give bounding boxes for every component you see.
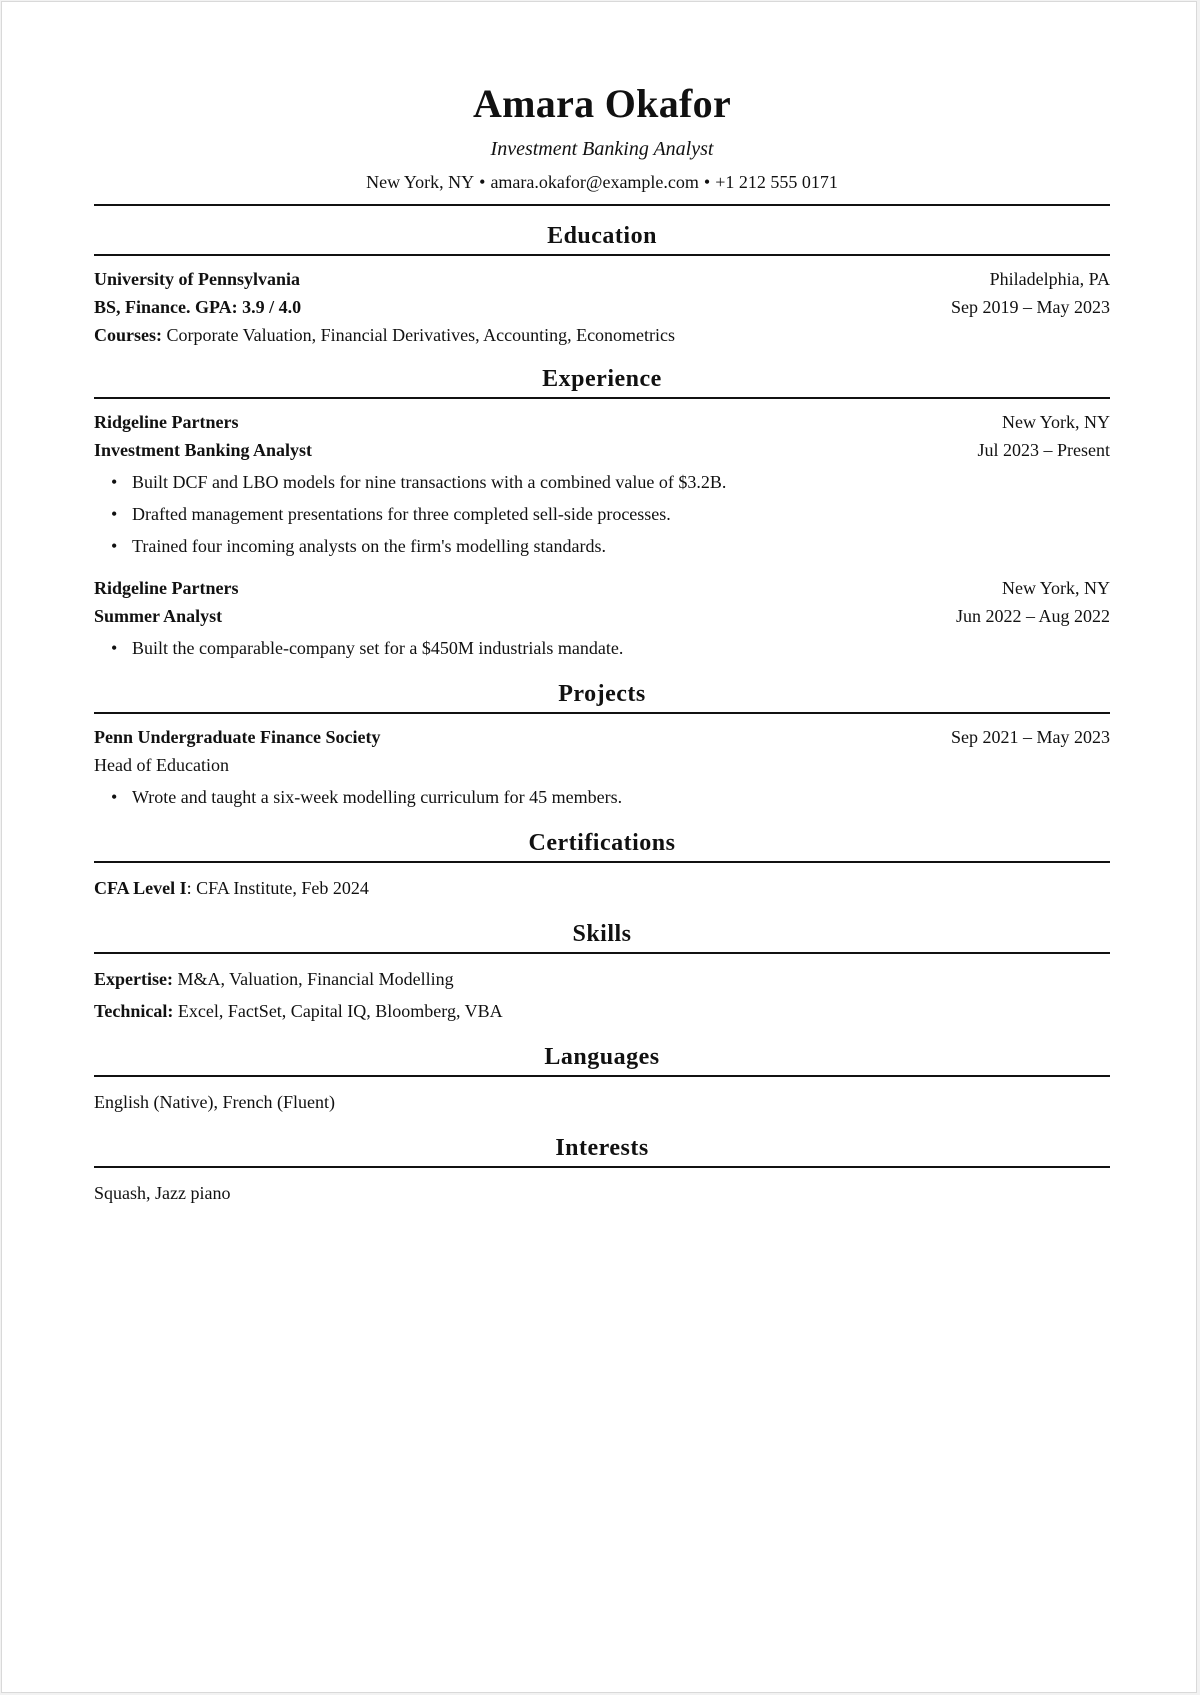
projects-body [94,714,1110,813]
project-header-row [94,723,1110,751]
skill-label: Expertise: [94,969,173,989]
languages-heading: Languages [94,1027,1110,1077]
experience-company: Ridgeline Partners [94,412,239,432]
interests-body [94,1168,1110,1209]
experience-location: New York, NY [1001,412,1110,432]
education-school: University of Pennsylvania [94,269,301,289]
education-courses-label: Courses: [94,325,162,345]
bullet-dot: • [111,638,118,658]
skill-value: Excel, FactSet, Capital IQ, Bloomberg, VBA [177,1001,503,1021]
certification-detail: : CFA Institute, Feb 2024 [186,878,369,898]
certifications-heading: Certifications [94,813,1110,863]
skill-label: Technical: [94,1001,174,1021]
experience-role: Investment Banking Analyst [94,440,313,460]
education-body [94,256,1110,349]
resume-content [94,2,1110,1209]
education-courses [94,321,1110,349]
contact-separator: • [703,172,711,192]
experience-entry-header [94,574,1110,602]
skills-heading: Skills [94,904,1110,954]
education-courses-list: Corporate Valuation, Financial Derivatives, Accounting, Econometrics [166,325,676,345]
certification-name: CFA Level I [94,878,187,898]
projects-section [94,664,1110,813]
skills-body [94,954,1110,1027]
bullet-dot: • [111,504,118,524]
bullet-dot: • [111,472,118,492]
project-dates: Sep 2021 – May 2023 [951,727,1110,747]
experience-entry-role-row [94,436,1110,464]
experience-location: New York, NY [1001,578,1110,598]
experience-heading: Experience [94,349,1110,399]
candidate-name: Amara Okafor [473,81,731,126]
experience-dates: Jul 2023 – Present [977,440,1110,460]
entry-spacer [94,562,1110,574]
project-bullets [94,781,1110,813]
skill-item [94,963,1110,995]
interests-section [94,1118,1110,1209]
languages-text: English (Native), French (Fluent) [94,1092,335,1112]
experience-section [94,349,1110,664]
experience-role: Summer Analyst [94,606,223,626]
experience-company: Ridgeline Partners [94,578,239,598]
resume-page [1,1,1197,1693]
bullet-text: Wrote and taught a six-week modelling curriculum for 45 members. [132,787,623,807]
experience-bullets [94,632,1110,664]
experience-entry [94,408,1110,562]
education-row-degree [94,293,1110,321]
project-name: Penn Undergraduate Finance Society [94,727,381,747]
languages-body [94,1077,1110,1118]
bullet-item [111,498,1110,530]
bullet-text: Trained four incoming analysts on the firm's modelling standards. [132,536,607,556]
experience-bullets [94,466,1110,562]
experience-entry-header [94,408,1110,436]
bullet-item [111,632,1110,664]
experience-entry-role-row [94,602,1110,630]
experience-entry [94,574,1110,664]
contact-phone[interactable]: +1 212 555 0171 [715,172,838,192]
skills-section [94,904,1110,1027]
education-row-school [94,265,1110,293]
education-section [94,206,1110,349]
candidate-headline: Investment Banking Analyst [490,138,714,160]
education-location: Philadelphia, PA [989,269,1110,289]
certification-item [94,872,1110,904]
projects-heading: Projects [94,664,1110,714]
bullet-text: Drafted management presentations for three completed sell-side processes. [132,504,671,524]
contact-separator: • [479,172,486,192]
languages-section [94,1027,1110,1118]
bullet-dot: • [111,536,118,556]
skill-value: M&A, Valuation, Financial Modelling [177,969,454,989]
education-degree: BS, Finance. GPA: 3.9 / 4.0 [94,297,302,317]
contact-email[interactable]: amara.okafor@example.com [490,172,699,192]
bullet-text: Built the comparable-company set for a $450M industrials mandate. [132,638,624,658]
bullet-item [111,781,1110,813]
contact-location: New York, NY [366,172,475,192]
certifications-body [94,863,1110,904]
education-dates: Sep 2019 – May 2023 [951,297,1110,317]
bullet-text: Built DCF and LBO models for nine transactions with a combined value of $3.2B. [132,472,727,492]
bullet-dot: • [111,787,118,807]
experience-body [94,399,1110,664]
certifications-section [94,813,1110,904]
bullet-item [111,466,1110,498]
interests-text: Squash, Jazz piano [94,1183,231,1203]
bullet-item [111,530,1110,562]
education-heading: Education [94,206,1110,256]
skill-item [94,995,1110,1027]
experience-dates: Jun 2022 – Aug 2022 [955,606,1110,626]
interests-heading: Interests [94,1118,1110,1168]
project-role: Head of Education [94,755,229,775]
contact-line [94,171,1110,193]
